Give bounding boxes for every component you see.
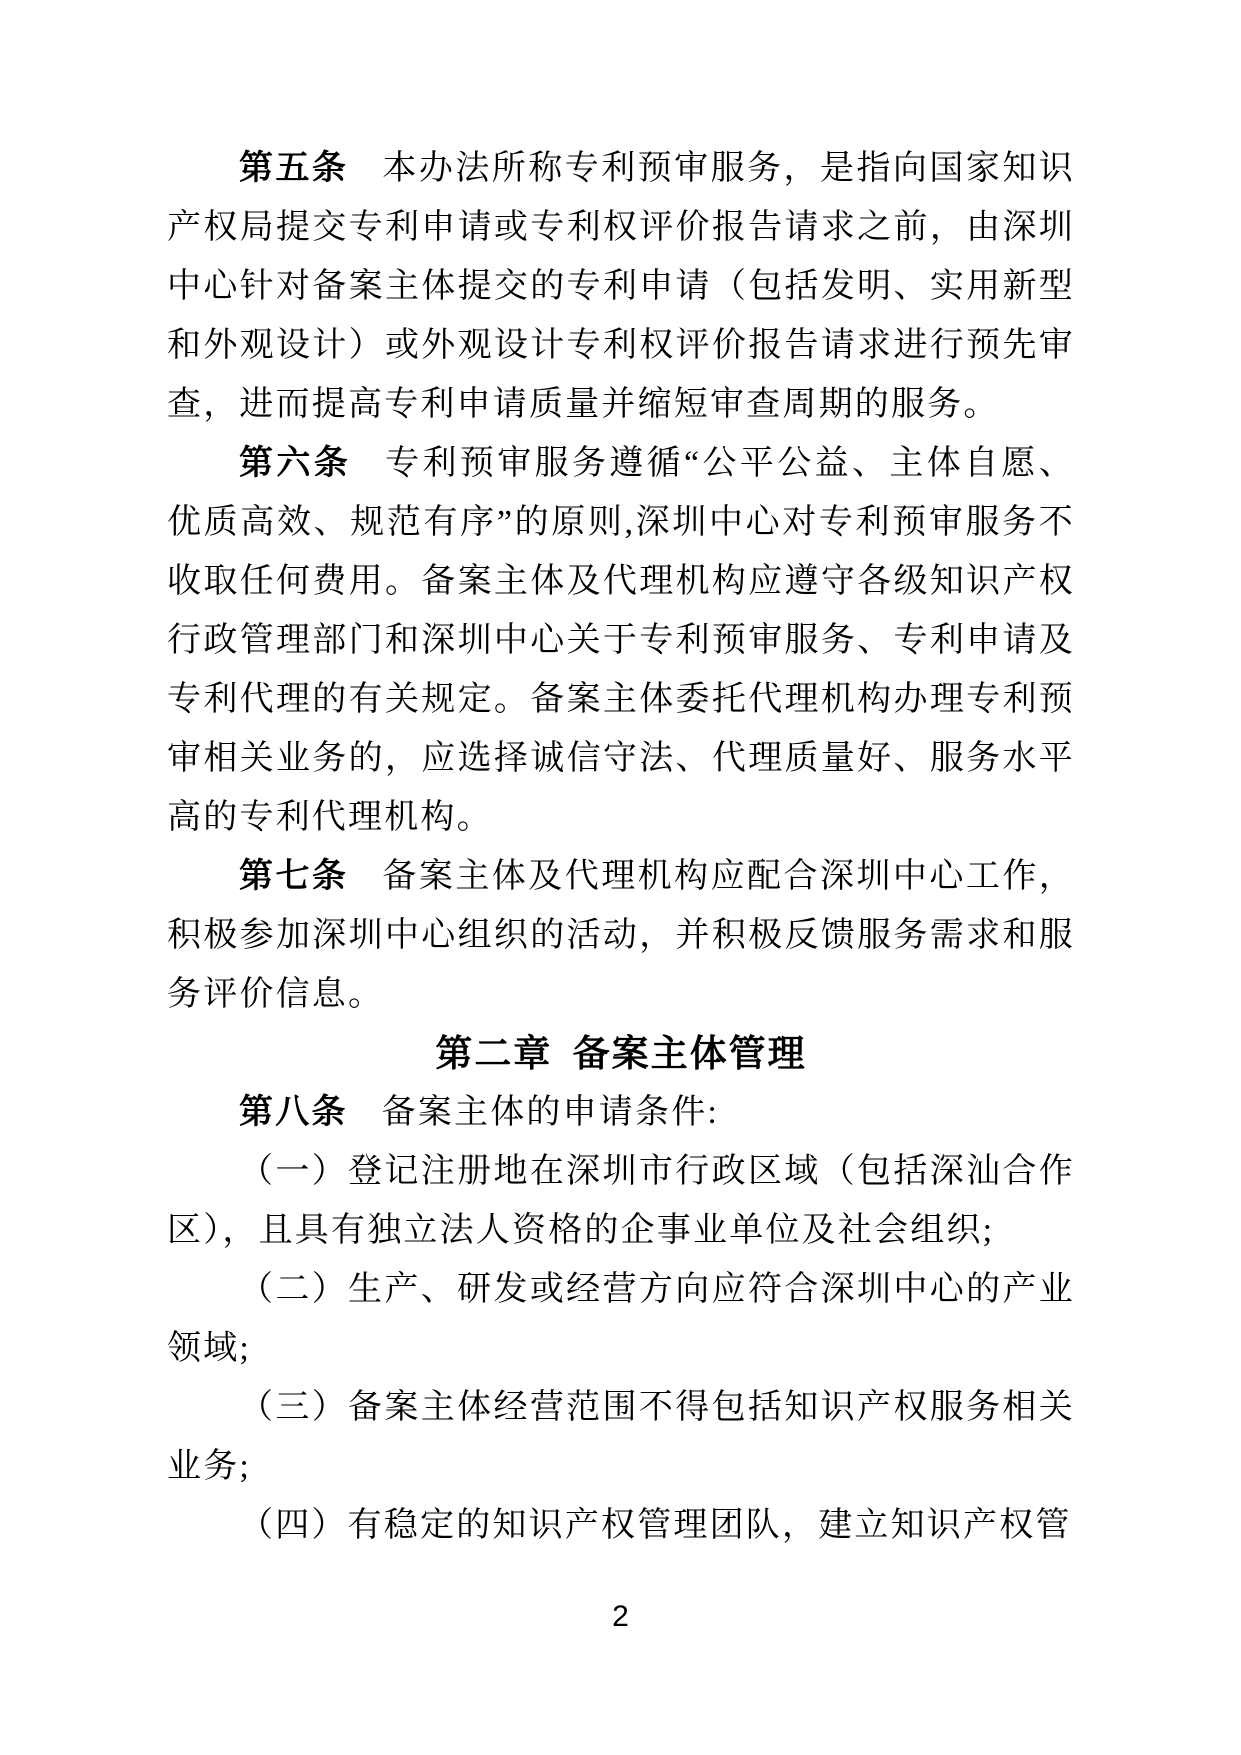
- article-paragraph: [167, 139, 1075, 434]
- article-number-label: 第七条: [239, 858, 349, 895]
- chapter-heading: 第二章 备案主体管理: [435, 1033, 807, 1074]
- clause-paragraph: [167, 1496, 1075, 1555]
- paragraph-text: 本办法所称专利预审服务，是指向国家知识产权局提交专利申请或专利权评价报告请求之前，由深圳中心针对备案主体提交的专利申请（包括发明、实用新型和外观设计）或外观设计专利权评价报告请求进行预先审查，进而提高专利申请质量并缩短审查周期的服务。: [167, 150, 1075, 423]
- paragraph-text: 专利预审服务遵循“公平公益、主体自愿、优质高效、规范有序”的原则,深圳中心对专利预审服务不收取任何费用。备案主体及代理机构应遵守各级知识产权行政管理部门和深圳中心关于专利预审服务、专利申请及专利代理的有关规定。备案主体委托代理机构办理专利预审相关业务的，应选择诚信守法、代理质量好、服务水平高的专利代理机构。: [167, 445, 1075, 836]
- clause-paragraph: [167, 1260, 1075, 1378]
- paragraph-text: （二）生产、研发或经营方向应符合深圳中心的产业领域;: [167, 1271, 1075, 1367]
- page-number: 2: [612, 1600, 629, 1633]
- document-body: [167, 139, 1075, 1555]
- article-number-label: 第八条: [239, 1094, 348, 1131]
- paragraph-text: （四）有稳定的知识产权管理团队，建立知识产权管: [239, 1507, 1072, 1544]
- clause-paragraph: [167, 1378, 1075, 1496]
- paragraph-text: （三）备案主体经营范围不得包括知识产权服务相关业务;: [167, 1389, 1075, 1485]
- article-number-label: 第五条: [239, 150, 349, 187]
- clause-paragraph: [167, 1142, 1075, 1260]
- article-paragraph: [167, 434, 1075, 847]
- article-number-label: 第六条: [239, 445, 352, 482]
- paragraph-text: 备案主体的申请条件:: [381, 1094, 720, 1131]
- paragraph-text: 备案主体及代理机构应配合深圳中心工作，积极参加深圳中心组织的活动，并积极反馈服务需求和服务评价信息。: [167, 858, 1075, 1013]
- paragraph-text: （一）登记注册地在深圳市行政区域（包括深汕合作区），且具有独立法人资格的企事业单位及社会组织;: [167, 1153, 1075, 1249]
- article-paragraph: [167, 847, 1075, 1024]
- article-paragraph: [167, 1083, 1075, 1142]
